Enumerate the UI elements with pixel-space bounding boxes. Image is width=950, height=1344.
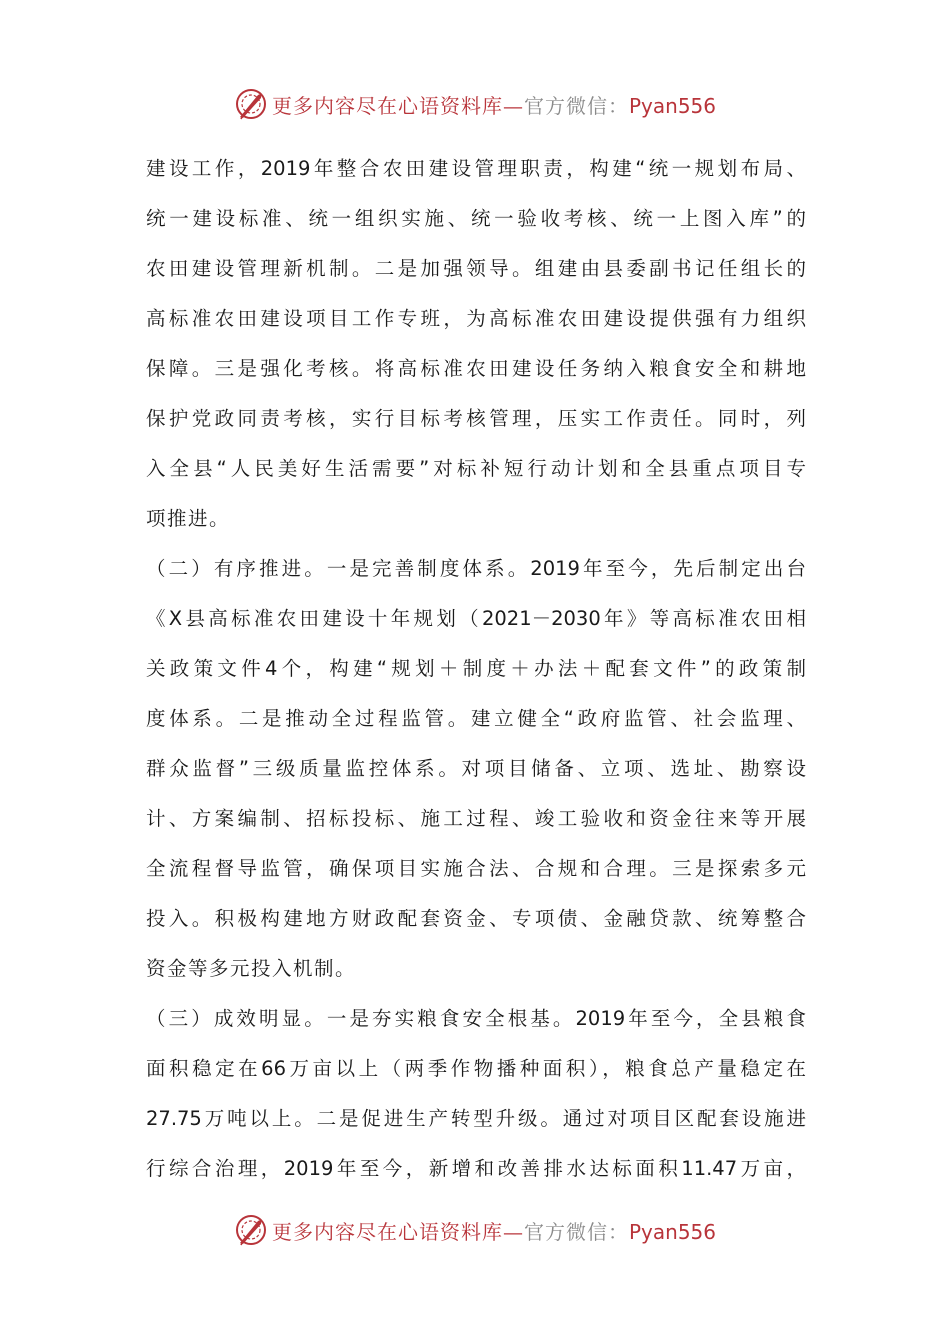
text-line: 群众监督”三级质量监控体系。对项目储备、立项、选址、勘察设: [146, 757, 806, 780]
header-banner-text: 更多内容尽在心语资料库—官方微信：Pyan556: [271, 93, 716, 118]
text-line: 保护党政同责考核，实行目标考核管理，压实工作责任。同时，列: [146, 407, 806, 430]
text-line: 建设工作，2019年整合农田建设管理职责，构建“统一规划布局、: [146, 157, 806, 180]
text-line: 关政策文件4个，构建“规划＋制度＋办法＋配套文件”的政策制: [146, 657, 806, 680]
text-line: 项推进。: [146, 507, 231, 530]
header-banner: [0, 84, 950, 124]
text-line: 统一建设标准、统一组织实施、统一验收考核、统一上图入库”的: [146, 207, 806, 230]
text-line: 保障。三是强化考核。将高标准农田建设任务纳入粮食安全和耕地: [146, 357, 806, 380]
footer-banner-text: 更多内容尽在心语资料库—官方微信：Pyan556: [271, 1219, 716, 1244]
text-line: 农田建设管理新机制。二是加强领导。组建由县委副书记任组长的: [146, 257, 806, 280]
text-line: 入全县“人民美好生活需要”对标补短行动计划和全县重点项目专: [146, 457, 806, 480]
text-line: （三）成效明显。一是夯实粮食安全根基。2019年至今，全县粮食: [146, 1007, 806, 1030]
footer-banner: [0, 1210, 950, 1250]
text-line: （二）有序推进。一是完善制度体系。2019年至今，先后制定出台: [146, 557, 806, 580]
text-line: 度体系。二是推动全过程监管。建立健全“政府监管、社会监理、: [146, 707, 806, 730]
text-line: 《X县高标准农田建设十年规划（2021－2030年》等高标准农田相: [146, 607, 806, 630]
text-line: 面积稳定在66万亩以上（两季作物播种面积），粮食总产量稳定在: [146, 1057, 806, 1080]
text-line: 资金等多元投入机制。: [146, 957, 357, 980]
text-line: 27.75万吨以上。二是促进生产转型升级。通过对项目区配套设施进: [146, 1107, 806, 1130]
text-line: 计、方案编制、招标投标、施工过程、竣工验收和资金往来等开展: [146, 807, 806, 830]
document-body: [146, 144, 806, 1194]
text-line: 高标准农田建设项目工作专班，为高标准农田建设提供强有力组织: [146, 307, 806, 330]
quill-logo-icon: [234, 1213, 268, 1247]
text-line: 全流程督导监管，确保项目实施合法、合规和合理。三是探索多元: [146, 857, 806, 880]
text-line: 行综合治理，2019年至今，新增和改善排水达标面积11.47万亩，: [146, 1157, 806, 1180]
quill-logo-icon: [234, 87, 268, 121]
text-line: 投入。积极构建地方财政配套资金、专项债、金融贷款、统筹整合: [146, 907, 806, 930]
